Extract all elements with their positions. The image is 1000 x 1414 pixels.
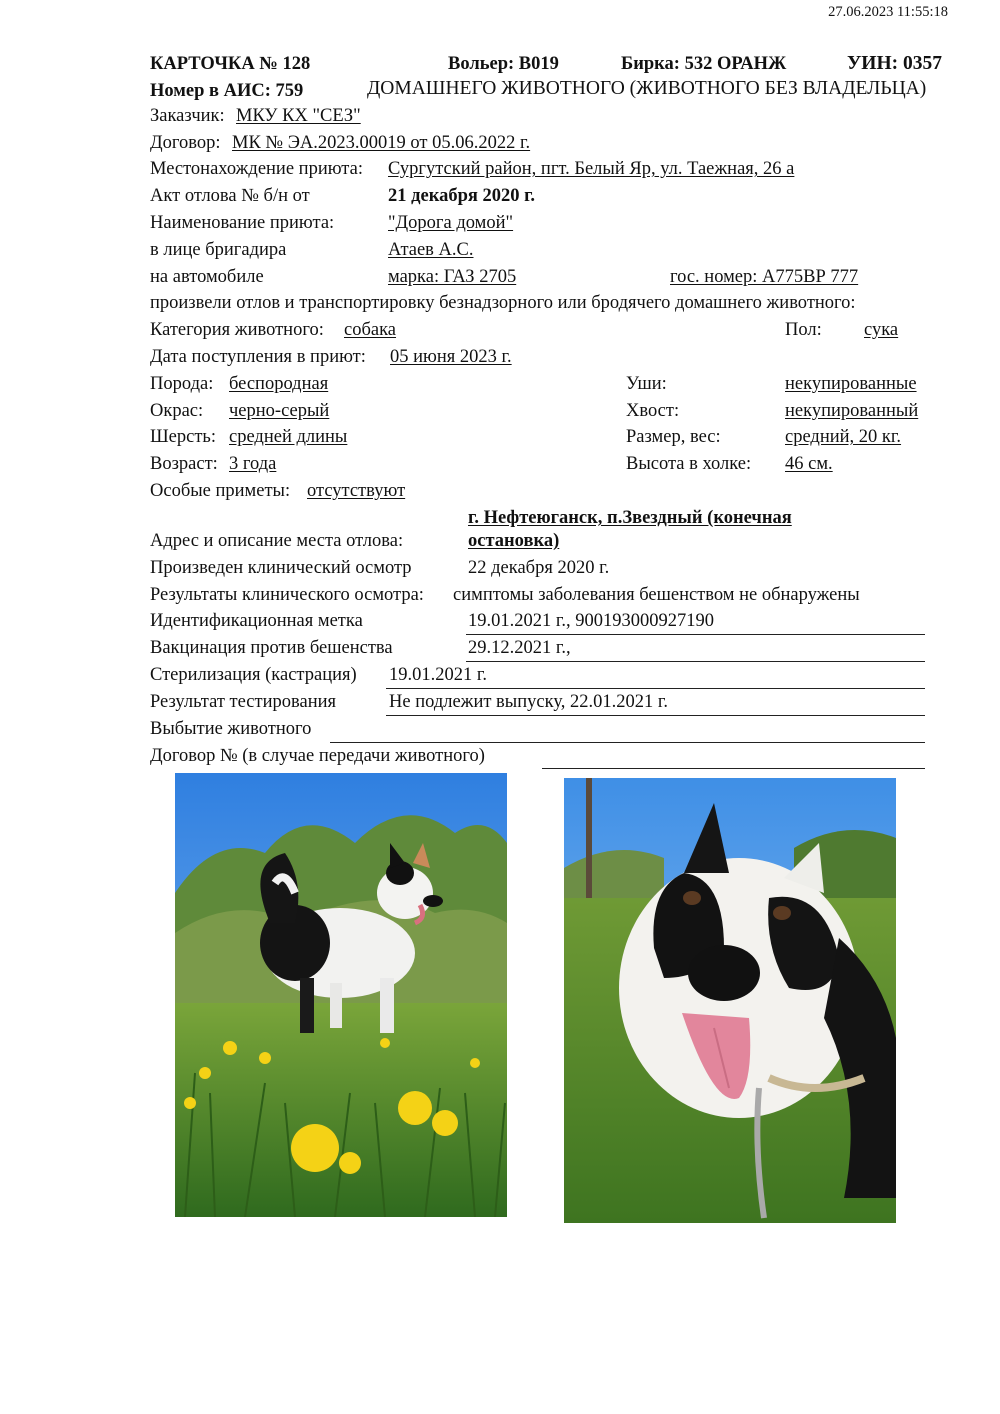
arrival-label: Дата поступления в приют: xyxy=(150,347,366,367)
capture-statement: произвели отлов и транспортировку безнадзорного или бродячего домашнего животного: xyxy=(150,293,856,313)
id-underline xyxy=(466,634,925,635)
vehicle-plate: гос. номер: А775ВР 777 xyxy=(670,267,859,287)
sterilization-label: Стерилизация (кастрация) xyxy=(150,665,357,685)
vehicle-label: на автомобиле xyxy=(150,267,264,287)
marks-label: Особые приметы: xyxy=(150,481,291,501)
category-label: Категория животного: xyxy=(150,320,324,340)
category-value: собака xyxy=(344,320,397,340)
exam-label: Произведен клинический осмотр xyxy=(150,558,412,578)
sterilization-value: 19.01.2021 г. xyxy=(389,665,488,685)
dog-portrait-photo xyxy=(564,778,896,1223)
vaccination-label: Вакцинация против бешенства xyxy=(150,638,393,658)
vaccination-underline xyxy=(466,661,925,662)
test-label: Результат тестирования xyxy=(150,692,337,712)
capture-act-label: Акт отлова № б/н от xyxy=(150,186,310,206)
document-title: ДОМАШНЕГО ЖИВОТНОГО (ЖИВОТНОГО БЕЗ ВЛАДЕЛЬЦА) xyxy=(367,78,927,99)
ears-label: Уши: xyxy=(626,374,667,394)
sex-label: Пол: xyxy=(785,320,822,340)
dog-standing-photo xyxy=(175,773,507,1217)
tail-value: некупированный xyxy=(785,401,919,421)
exam-result-label: Результаты клинического осмотра: xyxy=(150,585,424,605)
tag-number: Бирка: 532 ОРАНЖ xyxy=(621,54,787,74)
exam-value: 22 декабря 2020 г. xyxy=(468,558,610,578)
departure-underline xyxy=(330,742,925,743)
contract-label: Договор: xyxy=(150,133,221,153)
id-label: Идентификационная метка xyxy=(150,611,363,631)
print-timestamp: 27.06.2023 11:55:18 xyxy=(828,4,948,20)
color-value: черно-серый xyxy=(229,401,330,421)
shelter-location-value: Сургутский район, пгт. Белый Яр, ул. Таежная, 26 а xyxy=(388,159,795,179)
capture-act-value: 21 декабря 2020 г. xyxy=(388,186,536,206)
shelter-name-label: Наименование приюта: xyxy=(150,213,335,233)
size-value: средний, 20 кг. xyxy=(785,427,902,447)
sex-value: сука xyxy=(864,320,899,340)
coat-label: Шерсть: xyxy=(150,427,216,447)
breed-label: Порода: xyxy=(150,374,214,394)
address-value-line2: остановка) xyxy=(468,531,560,551)
transfer-underline xyxy=(542,768,925,769)
arrival-value: 05 июня 2023 г. xyxy=(390,347,512,367)
breed-value: беспородная xyxy=(229,374,329,394)
contract-value: МК № ЭА.2023.00019 от 05.06.2022 г. xyxy=(232,133,531,153)
test-underline xyxy=(386,715,925,716)
marks-value: отсутствуют xyxy=(307,481,406,501)
id-value: 19.01.2021 г., 900193000927190 xyxy=(468,611,715,631)
departure-label: Выбытие животного xyxy=(150,719,312,739)
vaccination-value: 29.12.2021 г., xyxy=(468,638,571,658)
transfer-label: Договор № (в случае передачи животного) xyxy=(150,746,485,766)
tail-label: Хвост: xyxy=(626,401,680,421)
address-label: Адрес и описание места отлова: xyxy=(150,531,404,551)
vehicle-brand: марка: ГАЗ 2705 xyxy=(388,267,517,287)
enclosure-number: Вольер: В019 xyxy=(448,54,559,74)
color-label: Окрас: xyxy=(150,401,204,421)
exam-result-value: симптомы заболевания бешенством не обнаружены xyxy=(453,585,860,605)
shelter-name-value: "Дорога домой" xyxy=(388,213,514,233)
customer-value: МКУ КХ "СЕЗ" xyxy=(236,106,361,126)
address-value-line1: г. Нефтеюганск, п.Звездный (конечная xyxy=(468,508,792,528)
ais-number: Номер в АИС: 759 xyxy=(150,81,304,101)
sterilization-underline xyxy=(386,688,925,689)
foreman-label: в лице бригадира xyxy=(150,240,287,260)
coat-value: средней длины xyxy=(229,427,348,447)
customer-label: Заказчик: xyxy=(150,106,225,126)
test-value: Не подлежит выпуску, 22.01.2021 г. xyxy=(389,692,668,712)
ears-value: некупированные xyxy=(785,374,917,394)
uin-number: УИН: 0357 xyxy=(847,53,943,74)
height-value: 46 см. xyxy=(785,454,833,474)
age-label: Возраст: xyxy=(150,454,218,474)
foreman-value: Атаев А.С. xyxy=(388,240,474,260)
size-label: Размер, вес: xyxy=(626,427,721,447)
card-number: КАРТОЧКА № 128 xyxy=(150,54,311,74)
height-label: Высота в холке: xyxy=(626,454,752,474)
age-value: 3 года xyxy=(229,454,277,474)
shelter-location-label: Местонахождение приюта: xyxy=(150,159,363,179)
